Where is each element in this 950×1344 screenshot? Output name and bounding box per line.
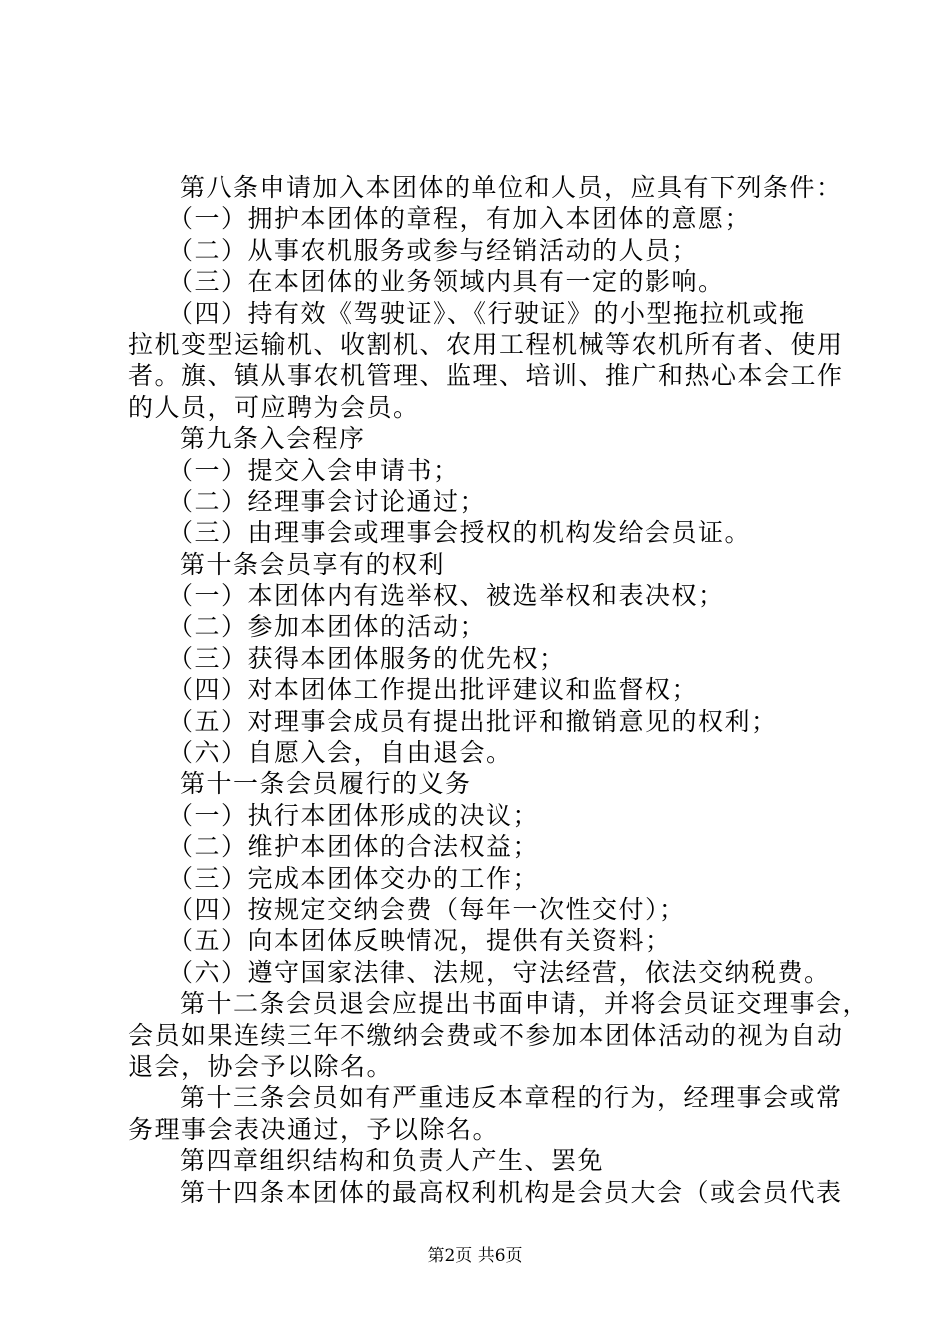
text-line: （二）参加本团体的活动；	[168, 612, 487, 642]
text-line: （三）在本团体的业务领域内具有一定的影响。	[168, 267, 725, 297]
text-line: （六）遵守国家法律、法规，守法经营，依法交纳税费。	[168, 957, 831, 987]
text-line: （六）自愿入会，自由退会。	[168, 738, 513, 768]
text-line: 者。旗、镇从事农机管理、监理、培训、推广和热心本会工作	[128, 361, 844, 391]
text-line: 第十四条本团体的最高权利机构是会员大会（或会员代表	[180, 1177, 843, 1207]
text-line: 第四章组织结构和负责人产生、罢免	[180, 1146, 605, 1176]
text-line: 第十二条会员退会应提出书面申请，并将会员证交理事会，	[180, 989, 870, 1019]
text-line: （二）从事农机服务或参与经销活动的人员；	[168, 235, 699, 265]
text-line: 第八条申请加入本团体的单位和人员，应具有下列条件：	[180, 173, 843, 202]
text-line: 的人员，可应聘为会员。	[128, 392, 420, 422]
text-line: （二）经理事会讨论通过；	[168, 486, 487, 516]
text-line: （四）对本团体工作提出批评建议和监督权；	[168, 675, 699, 705]
text-line: （五）对理事会成员有提出批评和撤销意见的权利；	[168, 706, 778, 736]
text-line: 第十三条会员如有严重违反本章程的行为，经理事会或常	[180, 1083, 843, 1113]
text-line: 第十条会员享有的权利	[180, 549, 446, 579]
text-line: （一）拥护本团体的章程，有加入本团体的意愿；	[168, 204, 752, 234]
text-line: （三）由理事会或理事会授权的机构发给会员证。	[168, 518, 752, 548]
text-line: 退会，协会予以除名。	[128, 1051, 394, 1081]
text-line: （三）获得本团体服务的优先权；	[168, 643, 566, 673]
text-line: 务理事会表决通过，予以除名。	[128, 1114, 500, 1144]
text-line: （四）按规定交纳会费（每年一次性交付）；	[168, 894, 686, 924]
document-body	[128, 172, 870, 1208]
text-line: （一）本团体内有选举权、被选举权和表决权；	[168, 581, 725, 611]
text-line: （三）完成本团体交办的工作；	[168, 863, 540, 893]
text-line: 第十一条会员履行的义务	[180, 769, 472, 799]
text-line: 拉机变型运输机、收割机、农用工程机械等农机所有者、使用	[128, 329, 844, 359]
text-line: （一）提交入会申请书；	[168, 455, 460, 485]
text-line: （四）持有效《驾驶证》、《行驶证》的小型拖拉机或拖	[168, 298, 806, 328]
text-line: （一）执行本团体形成的决议；	[168, 800, 540, 830]
text-line: 第九条入会程序	[180, 424, 366, 454]
page-footer: 第2页 共6页	[427, 1246, 523, 1266]
text-line: 会员如果连续三年不缴纳会费或不参加本团体活动的视为自动	[128, 1020, 844, 1050]
text-line: （五）向本团体反映情况，提供有关资料；	[168, 926, 672, 956]
text-line: （二）维护本团体的合法权益；	[168, 832, 540, 862]
